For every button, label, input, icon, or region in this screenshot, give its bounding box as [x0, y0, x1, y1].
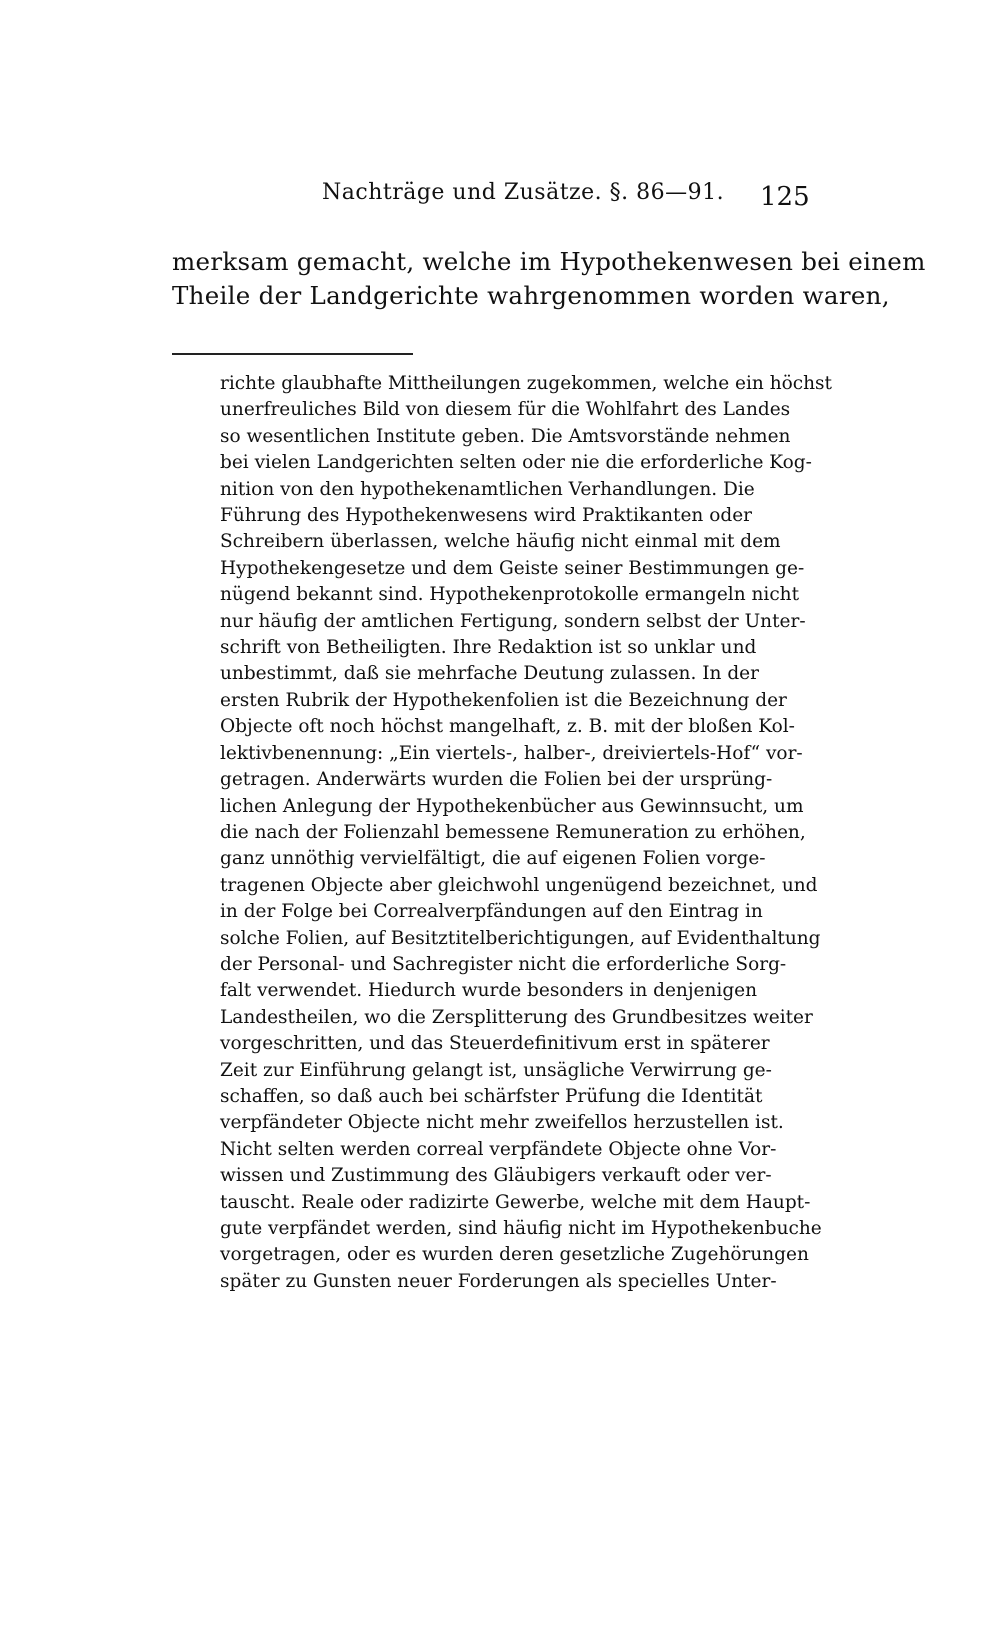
footnote-line: nition von den hypothekenamtlichen Verhandlungen. Die — [220, 478, 755, 500]
footnote-line: in der Folge bei Correalverpfändungen auf den Eintrag in — [220, 901, 763, 923]
footnote-line: solche Folien, auf Besitztitelberichtigungen, auf Evidenthaltung — [220, 927, 821, 949]
footnote-line: Landestheilen, wo die Zersplitterung des Grundbesitzes weiter — [220, 1006, 813, 1028]
footnote-line: Hypothekengesetze und dem Geiste seiner Bestimmungen ge- — [220, 557, 805, 579]
footnote-line: Objecte oft noch höchst mangelhaft, z. B. mit der bloßen Kol- — [220, 716, 795, 738]
footnote-line: falt verwendet. Hiedurch wurde besonders in denjenigen — [220, 980, 758, 1002]
footnote-line: Führung des Hypothekenwesens wird Praktikanten oder — [220, 505, 752, 527]
footnote-line: lichen Anlegung der Hypothekenbücher aus Gewinnsucht, um — [220, 795, 804, 817]
footnote-line: schrift von Betheiligten. Ihre Redaktion ist so unklar und — [220, 637, 757, 659]
footnote-line: nügend bekannt sind. Hypothekenprotokolle ermangeln nicht — [220, 584, 800, 606]
footnote-line: bei vielen Landgerichten selten oder nie die erforderliche Kog- — [220, 452, 812, 474]
main-text-line: Theile der Landgerichte wahrgenommen worden waren, — [172, 281, 890, 310]
footnote-line: Schreibern überlassen, welche häufig nicht einmal mit dem — [220, 531, 781, 553]
running-head: Nachträge und Zusätze. §. 86—91. — [322, 180, 725, 205]
footnote-line: der Personal- und Sachregister nicht die erforderliche Sorg- — [220, 953, 787, 975]
main-text — [172, 245, 926, 313]
footnote-line: tragenen Objecte aber gleichwohl ungenügend bezeichnet, und — [220, 874, 818, 896]
footnote-line: nur häufig der amtlichen Fertigung, sondern selbst der Unter- — [220, 610, 806, 632]
footnote — [220, 371, 832, 1295]
footnote-line: vorgetragen, oder es wurden deren gesetzliche Zugehörungen — [220, 1244, 809, 1266]
main-text-line: merksam gemacht, welche im Hypothekenwesen bei einem — [172, 247, 926, 276]
footnote-line: schaffen, so daß auch bei schärfster Prüfung die Identität — [220, 1085, 763, 1107]
footnote-line: später zu Gunsten neuer Forderungen als specielles Unter- — [220, 1270, 777, 1292]
footnote-line: unbestimmt, daß sie mehrfache Deutung zulassen. In der — [220, 663, 759, 685]
footnote-line: tauscht. Reale oder radizirte Gewerbe, welche mit dem Haupt- — [220, 1191, 811, 1213]
footnote-line: lektivbenennung: „Ein viertels-, halber-, dreiviertels-Hof“ vor- — [220, 742, 803, 764]
footnote-line: ganz unnöthig vervielfältigt, die auf eigenen Folien vorge- — [220, 848, 766, 870]
footnote-line: richte glaubhafte Mittheilungen zugekommen, welche ein höchst — [220, 373, 832, 394]
footnote-line: unerfreuliches Bild von diesem für die Wohlfahrt des Landes — [220, 399, 791, 421]
footnote-line: Zeit zur Einführung gelangt ist, unsägliche Verwirrung ge- — [220, 1059, 772, 1081]
footnote-line: verpfändeter Objecte nicht mehr zweifellos herzustellen ist. — [220, 1112, 784, 1134]
footnote-line: so wesentlichen Institute geben. Die Amtsvorstände nehmen — [220, 425, 791, 447]
footnote-line: Nicht selten werden correal verpfändete Objecte ohne Vor- — [220, 1138, 777, 1160]
footnote-line: getragen. Anderwärts wurden die Folien bei der ursprüng- — [220, 769, 773, 791]
footnote-line: wissen und Zustimmung des Gläubigers verkauft oder ver- — [220, 1165, 772, 1187]
footnote-separator-rule — [172, 353, 413, 355]
footnote-line: ersten Rubrik der Hypothekenfolien ist die Bezeichnung der — [220, 689, 787, 711]
footnote-line: vorgeschritten, und das Steuerdefinitivum erst in späterer — [220, 1033, 770, 1055]
footnote-line: die nach der Folienzahl bemessene Remuneration zu erhöhen, — [220, 821, 806, 843]
footnote-line: gute verpfändet werden, sind häufig nicht im Hypothekenbuche — [220, 1218, 822, 1239]
page-number: 125 — [760, 182, 810, 212]
